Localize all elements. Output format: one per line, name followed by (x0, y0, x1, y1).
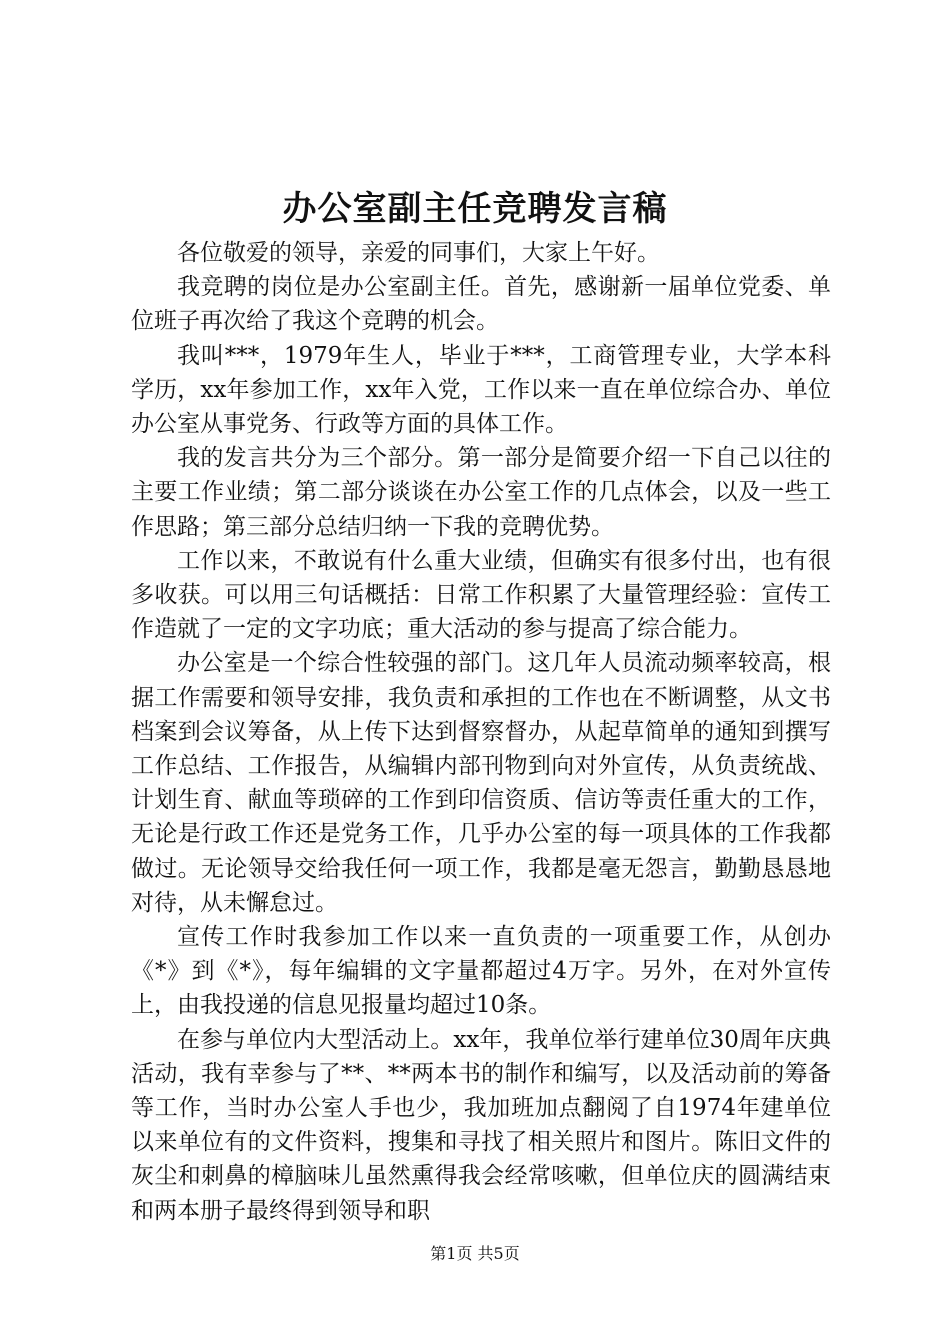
paragraph-office-work: 办公室是一个综合性较强的部门。这几年人员流动频率较高，根据工作需要和领导安排，我负责和承担的工作也在不断调整，从文书档案到会议筹备，从上传下达到督察督办，从起草简单的通知到撰写工作总结、工作报告，从编辑内部刊物到向对外宣传，从负责统战、计划生育、献血等琐碎的工作到印信资质、信访等责任重大的工作，无论是行政工作还是党务工作，几乎办公室的每一项具体的工作我都做过。无论领导交给我任何一项工作，我都是毫无怨言，勤勤恳恳地对待，从未懈怠过。 (131, 650, 831, 916)
paragraph-events: 在参与单位内大型活动上。xx年，我单位举行建单位30周年庆典活动，我有幸参与了**、**两本书的制作和编写，以及活动前的筹备等工作，当时办公室人手也少，我加班加点翻阅了自1974年建单位以来单位有的文件资料，搜集和寻找了相关照片和图片。陈旧文件的灰尘和刺鼻的樟脑味儿虽然熏得我会经常咳嗽，但单位庆的圆满结束和两本册子最终得到领导和职 (131, 1026, 831, 1224)
document-body (131, 236, 831, 1228)
paragraph-outline: 我的发言共分为三个部分。第一部分是简要介绍一下自己以往的主要工作业绩；第二部分谈谈在办公室工作的几点体会，以及一些工作思路；第三部分总结归纳一下我的竞聘优势。 (131, 445, 831, 540)
paragraph-publicity: 宣传工作时我参加工作以来一直负责的一项重要工作，从创办《*》到《*》，每年编辑的文字量都超过4万字。另外，在对外宣传上，由我投递的信息见报量均超过10条。 (131, 924, 831, 1019)
paragraph-achievements: 工作以来，不敢说有什么重大业绩，但确实有很多付出，也有很多收获。可以用三句话概括：日常工作积累了大量管理经验：宣传工作造就了一定的文字功底；重大活动的参与提高了综合能力。 (131, 547, 831, 643)
paragraph-position: 我竞聘的岗位是办公室副主任。首先，感谢新一届单位党委、单位班子再次给了我这个竞聘的机会。 (131, 274, 831, 335)
page-footer: 第1页 共5页 (430, 1244, 520, 1263)
paragraph-greeting: 各位敬爱的领导，亲爱的同事们，大家上午好。 (177, 240, 660, 266)
document-title: 办公室副主任竞聘发言稿 (282, 189, 668, 229)
paragraph-self-intro: 我叫***，1979年生人，毕业于***，工商管理专业，大学本科学历，xx年参加工作，xx年入党，工作以来一直在单位综合办、单位办公室从事党务、行政等方面的具体工作。 (131, 342, 831, 438)
